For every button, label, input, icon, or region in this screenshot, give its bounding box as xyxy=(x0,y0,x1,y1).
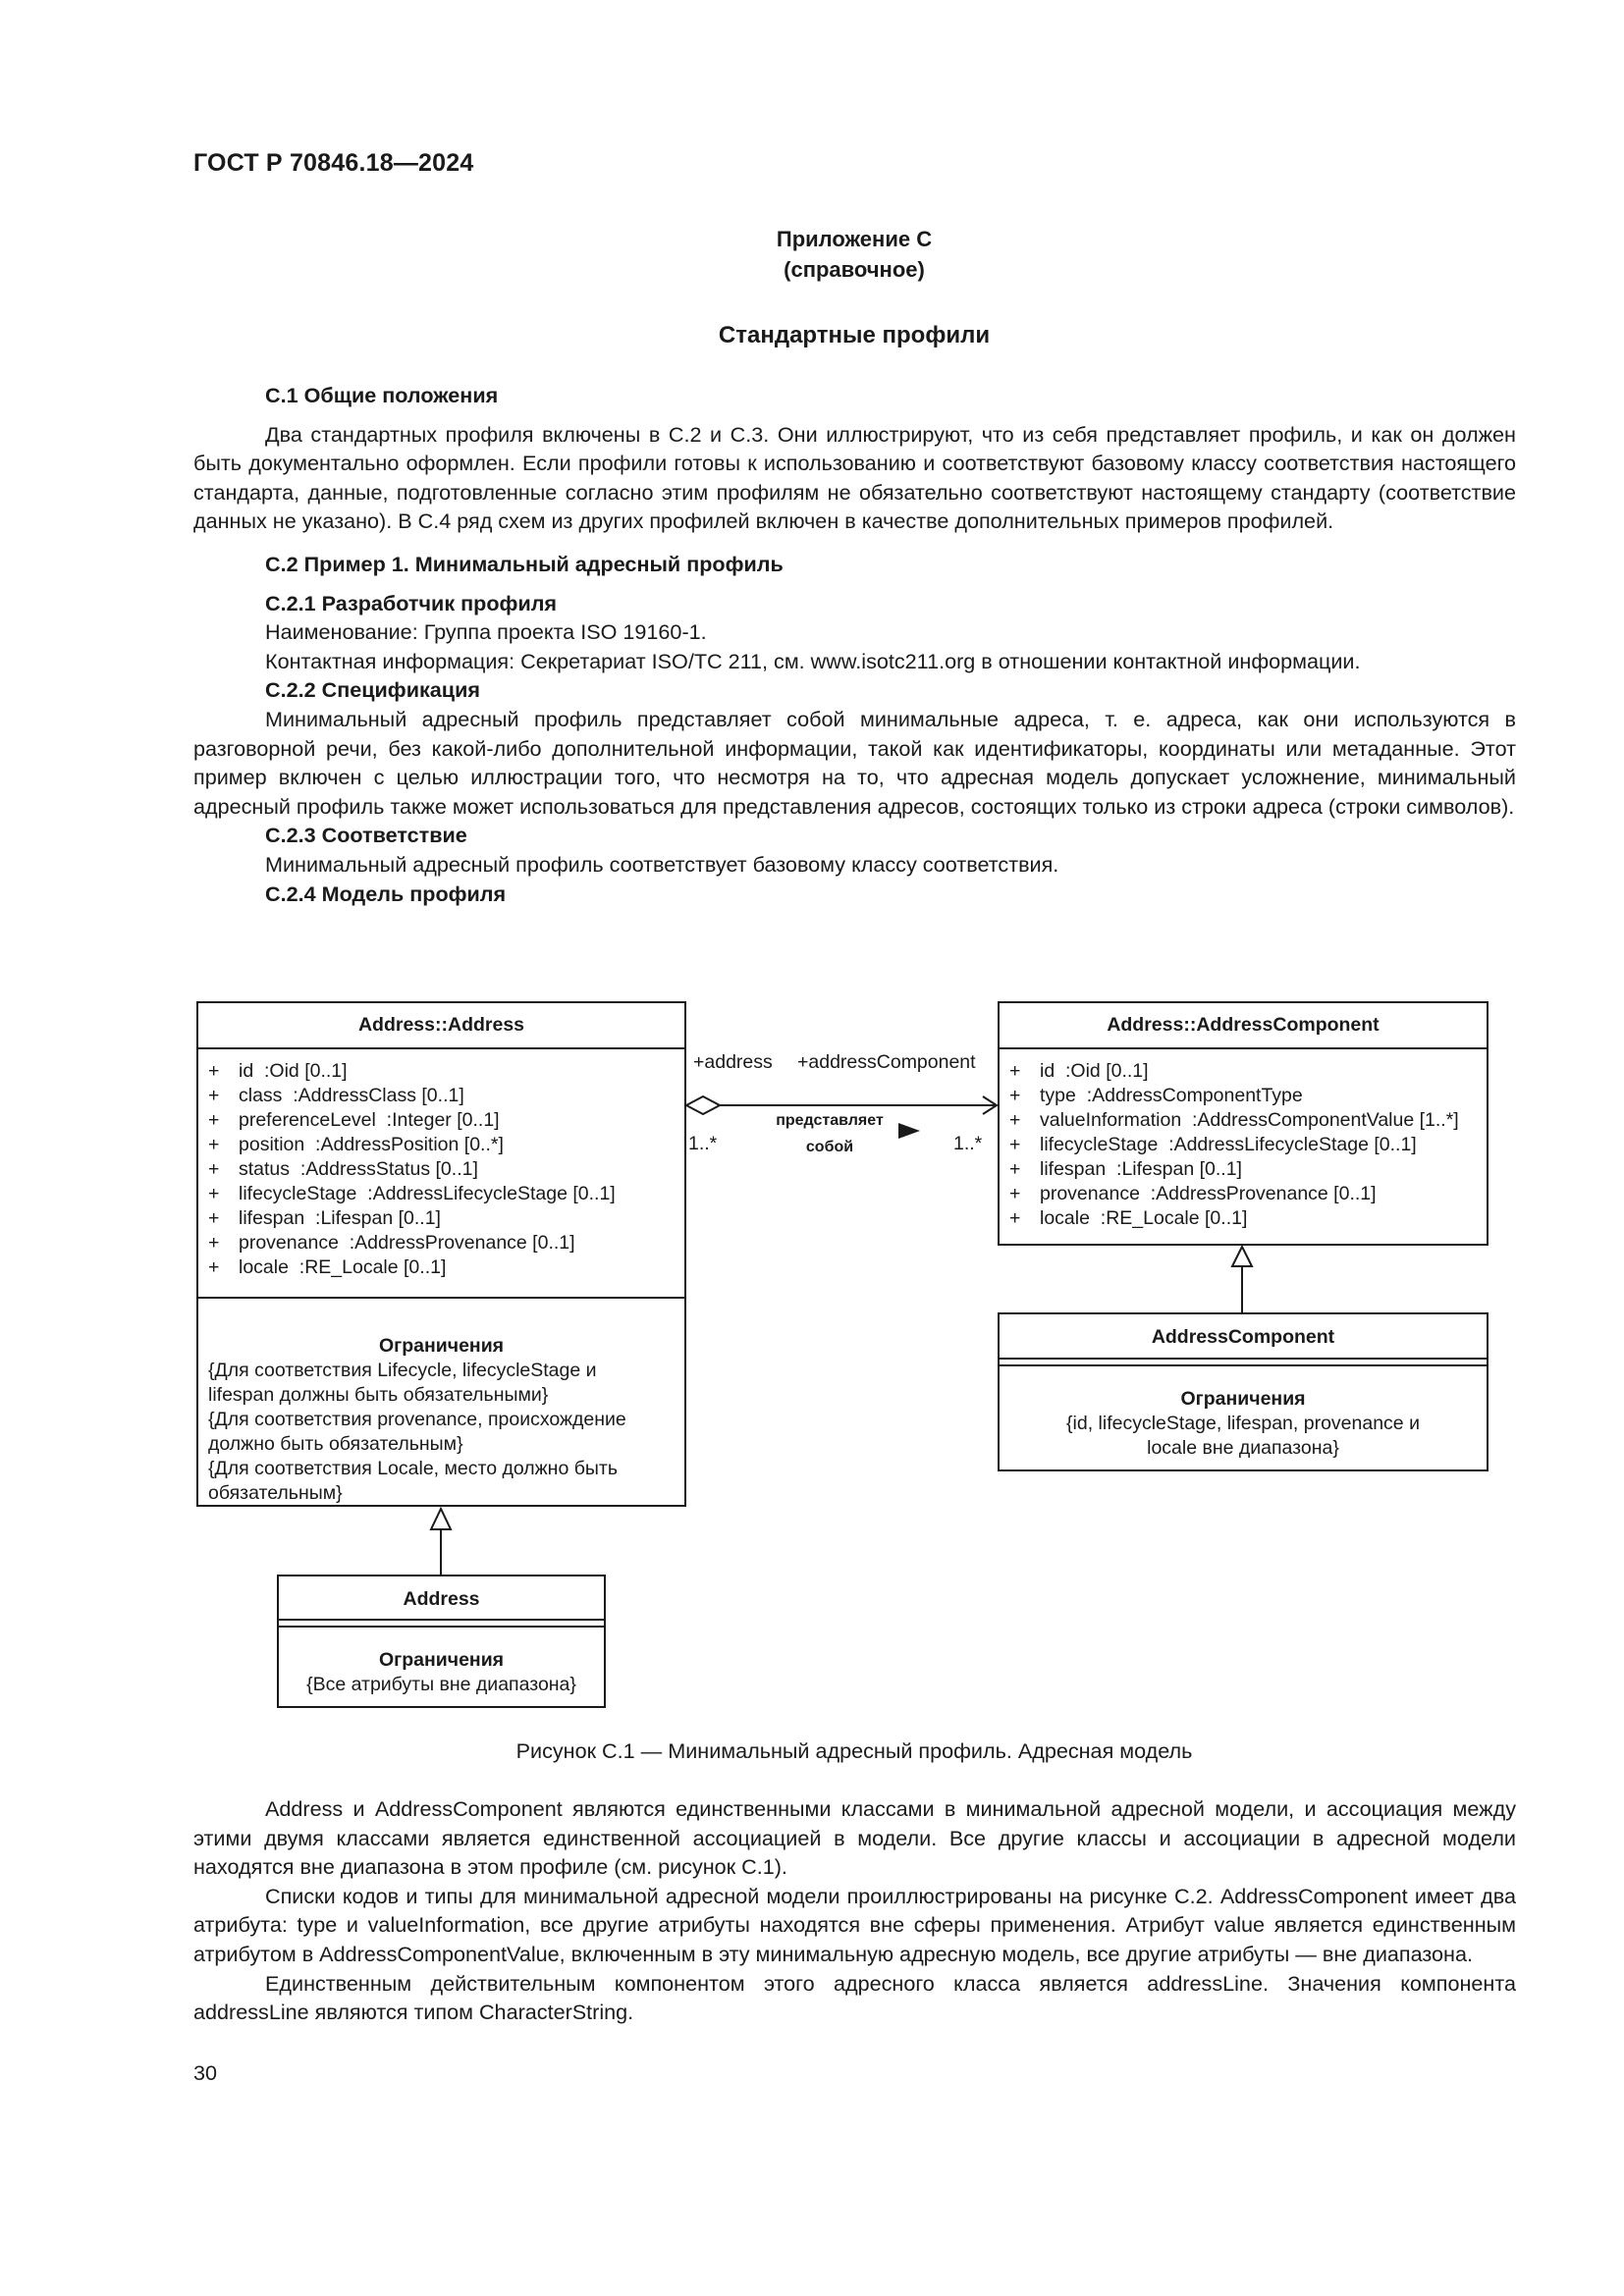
attribute-row: + position :AddressPosition [0..*] xyxy=(208,1134,504,1155)
attribute-row: + type :AddressComponentType xyxy=(1009,1085,1303,1106)
aggregation-diamond-icon xyxy=(686,1096,720,1114)
annex-section-title: Стандартные профили xyxy=(718,322,991,348)
attribute-row: + class :AddressClass [0..1] xyxy=(208,1085,464,1106)
developer-contact-line: Контактная информация: Секретариат ISO/TC 211, см. www.isotc211.org в отношении контактной информации. xyxy=(265,648,1361,673)
class-title: AddressComponent xyxy=(1151,1326,1335,1348)
heading-c22: С.2.2 Спецификация xyxy=(265,677,480,703)
constraint-line: должно быть обязательным} xyxy=(208,1433,463,1455)
heading-c1: С.1 Общие положения xyxy=(265,383,499,407)
annex-type: (справочное) xyxy=(784,257,925,282)
association-source-multiplicity: 1..* xyxy=(688,1133,718,1154)
attribute-row: + provenance :AddressProvenance [0..1] xyxy=(208,1232,575,1254)
constraint-line: locale вне диапазона} xyxy=(1147,1437,1339,1459)
constraint-line: {Для соответствия Locale, место должно быть xyxy=(208,1458,618,1479)
figure-caption: Рисунок С.1 — Минимальный адресный профиль. Адресная модель xyxy=(515,1738,1193,1763)
association-target-multiplicity: 1..* xyxy=(953,1133,983,1154)
paragraph-c1: Два стандартных профиля включены в С.2 и С.3. Они иллюстрируют, что из себя представляет профиль, и как он должен быть документально оформлен. Если профили готовы к использованию и соответствуют базовому классу соответствия настоящего стандарта, данные, подготовленные согласно этим профилям не обязательно соответствуют настоящему стандарту (соответствие данных не указано). В С.4 ряд схем из других профилей включен в качестве дополнительных примеров профилей. xyxy=(193,421,1516,534)
paragraph-c22: Минимальный адресный профиль представляет собой минимальные адреса, т. е. адреса, как они используются в разговорной речи, без какой-либо дополнительной информации, такой как идентификаторы, координаты или метаданные. Этот пример включен с целью иллюстрации того, что несмотря на то, что адресная модель допускает усложнение, минимальный адресный профиль также может использоваться для представления адресов, состоящих только из строки адреса (строки символов). xyxy=(193,706,1516,819)
heading-c23: С.2.3 Соответствие xyxy=(265,823,467,848)
attribute-row: + id :Oid [0..1] xyxy=(208,1060,348,1082)
association-source-role: +address xyxy=(693,1051,773,1073)
constraint-line: {Для соответствия provenance, происхождение xyxy=(208,1409,626,1430)
constraint-line: {Для соответствия Lifecycle, lifecycleStage и xyxy=(208,1360,597,1381)
constraints-title: Ограничения xyxy=(378,1335,505,1357)
document-code-header: ГОСТ Р 70846.18—2024 xyxy=(193,149,474,177)
attribute-row: + locale :RE_Locale [0..1] xyxy=(208,1256,447,1278)
developer-name-line: Наименование: Группа проекта ISO 19160-1. xyxy=(265,619,707,645)
constraints-title: Ограничения xyxy=(378,1649,505,1671)
constraint-line: обязательным} xyxy=(208,1482,343,1504)
heading-c24: С.2.4 Модель профиля xyxy=(265,881,507,906)
attribute-row: + id :Oid [0..1] xyxy=(1009,1060,1149,1082)
heading-c2: С.2 Пример 1. Минимальный адресный профиль xyxy=(265,551,784,576)
constraint-line: {Все атрибуты вне диапазона} xyxy=(306,1674,576,1695)
paragraph-after-3: Единственным действительным компонентом этого адресного класса является addressLine. Значения компонента addressLine являются типом CharacterString. xyxy=(193,1970,1516,2025)
association-name-line-1: представляет xyxy=(776,1112,884,1129)
class-title: Address::Address xyxy=(357,1014,525,1036)
association-target-role: +addressComponent xyxy=(797,1051,976,1073)
attribute-row: + lifespan :Lifespan [0..1] xyxy=(1009,1158,1242,1180)
attribute-row: + preferenceLevel :Integer [0..1] xyxy=(208,1109,500,1131)
constraint-line: {id, lifecycleStage, lifespan, provenance и xyxy=(1066,1413,1420,1434)
text-after-figure xyxy=(193,1794,1516,2027)
association-name-line-2: собой xyxy=(805,1139,854,1155)
class-title: Address::AddressComponent xyxy=(1107,1014,1380,1036)
constraint-line: lifespan должны быть обязательными} xyxy=(208,1384,549,1406)
generalization-arrow-icon xyxy=(431,1509,451,1529)
generalization-arrow-icon xyxy=(1232,1247,1252,1266)
attribute-row: + valueInformation :AddressComponentValue [1..*] xyxy=(1009,1109,1459,1131)
class-title: Address xyxy=(403,1588,480,1610)
attribute-row: + lifecycleStage :AddressLifecycleStage [0..1] xyxy=(1009,1134,1417,1155)
paragraph-c23: Минимальный адресный профиль соответствует базовому классу соответствия. xyxy=(265,851,1059,877)
annex-title: Приложение С xyxy=(776,227,933,251)
attribute-row: + lifecycleStage :AddressLifecycleStage [0..1] xyxy=(208,1183,616,1204)
attribute-row: + status :AddressStatus [0..1] xyxy=(208,1158,478,1180)
paragraph-after-2: Списки кодов и типы для минимальной адресной модели проиллюстрированы на рисунке С.2. AddressComponent имеет два атрибута: type и valueInformation, все другие атрибуты находятся вне сферы применения. Атрибут value является единственным атрибутом в AddressComponentValue, включенным в эту минимальную адресную модель, все другие атрибуты — вне диапазона. xyxy=(193,1883,1516,1966)
attribute-row: + lifespan :Lifespan [0..1] xyxy=(208,1207,441,1229)
heading-c21: С.2.1 Разработчик профиля xyxy=(265,590,558,615)
attribute-row: + locale :RE_Locale [0..1] xyxy=(1009,1207,1248,1229)
attribute-row: + provenance :AddressProvenance [0..1] xyxy=(1009,1183,1377,1204)
constraints-title: Ограничения xyxy=(1180,1388,1306,1410)
paragraph-after-1: Address и AddressComponent являются единственными классами в минимальной адресной модели, и ассоциация между этими двумя классами является единственной ассоциацией в модели. Все другие классы и ассоциации в адресной модели находятся вне диапазона в этом профиле (см. рисунок С.1). xyxy=(193,1796,1516,1880)
page-number: 30 xyxy=(193,2060,218,2085)
